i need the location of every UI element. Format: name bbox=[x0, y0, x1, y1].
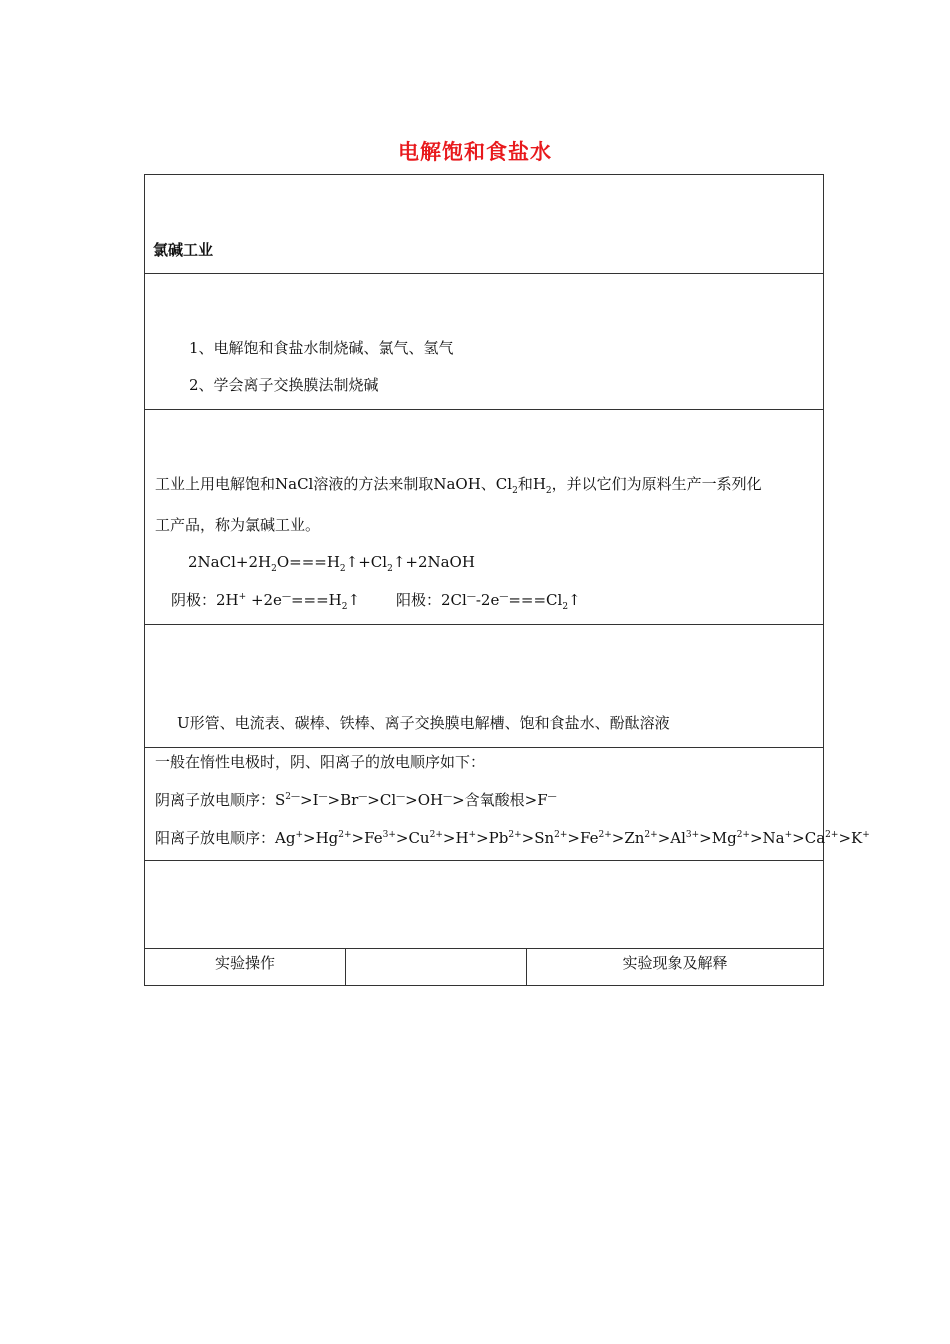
text-run: O===H bbox=[276, 553, 340, 571]
ion-symbol: >H bbox=[442, 829, 469, 847]
ion-charge: 2+ bbox=[554, 830, 568, 840]
ion-symbol: >K bbox=[838, 829, 863, 847]
objective-item: 1、电解饱和食盐水制烧碱、氯气、氢气 bbox=[189, 339, 454, 357]
anion-label: 阴离子放电顺序： bbox=[155, 791, 276, 809]
text-run: 2NaCl+2H bbox=[188, 553, 272, 571]
ion-charge: + bbox=[468, 830, 477, 840]
ion-symbol: >Ca bbox=[792, 829, 826, 847]
section-heading: 氯碱工业 bbox=[153, 241, 214, 259]
ion-charge: 2+ bbox=[598, 830, 612, 840]
subscript: 2 bbox=[562, 602, 569, 612]
ion-charge: 2+ bbox=[825, 830, 839, 840]
header-phenomenon-explanation: 实验现象及解释 bbox=[622, 954, 728, 972]
ion-symbol: >OH bbox=[405, 791, 444, 809]
ion-symbol: >Fe bbox=[351, 829, 383, 847]
cation-order bbox=[155, 828, 870, 848]
ion-symbol: >Br bbox=[327, 791, 359, 809]
text-run: +2e bbox=[246, 591, 282, 609]
ion-symbol: >Hg bbox=[303, 829, 339, 847]
ion-charge: 2— bbox=[285, 792, 301, 802]
text-run: ===Cl bbox=[508, 591, 563, 609]
text-run: ，并以它们为原料生产一系列化 bbox=[551, 475, 762, 493]
worksheet-table bbox=[144, 174, 870, 986]
ion-symbol: >Sn bbox=[521, 829, 555, 847]
text-run: 工业上用电解饱和NaCl溶液的方法来制取NaOH、Cl bbox=[155, 475, 513, 493]
cation-label: 阳离子放电顺序： bbox=[155, 829, 276, 847]
cathode-equation bbox=[171, 590, 360, 610]
subscript: 2 bbox=[512, 486, 518, 496]
reaction-equation bbox=[188, 552, 475, 572]
ion-charge: + bbox=[295, 830, 303, 840]
subscript: 2 bbox=[387, 564, 393, 574]
ion-charge: + bbox=[862, 830, 870, 840]
principle-paragraph bbox=[155, 474, 762, 494]
ion-charge: 2+ bbox=[508, 830, 522, 840]
ion-charge: 2+ bbox=[644, 830, 658, 840]
subscript: 2 bbox=[341, 602, 348, 612]
row-divider bbox=[145, 747, 823, 748]
discharge-intro: 一般在惰性电极时，阴、阳离子的放电顺序如下： bbox=[155, 753, 486, 771]
apparatus-list: U形管、电流表、碳棒、铁棒、离子交换膜电解槽、饱和食盐水、酚酞溶液 bbox=[177, 714, 670, 732]
ion-charge: 2+ bbox=[429, 830, 443, 840]
arrow-up: ↑ bbox=[347, 591, 361, 609]
superscript: — bbox=[466, 592, 476, 602]
principle-paragraph-line2: 工产品，称为氯碱工业。 bbox=[155, 516, 321, 534]
ion-charge: — bbox=[358, 792, 368, 802]
ion-charge: — bbox=[318, 792, 328, 802]
header-experiment-operation: 实验操作 bbox=[214, 954, 275, 972]
ion-charge: 2+ bbox=[736, 830, 750, 840]
ion-charge: — bbox=[547, 792, 557, 802]
subscript: 2 bbox=[271, 564, 277, 574]
row-divider bbox=[145, 860, 823, 861]
text-run: 阳极：2Cl bbox=[396, 591, 467, 609]
text-run: ↑+Cl bbox=[345, 553, 388, 571]
ion-symbol: Ag bbox=[275, 829, 296, 847]
text-run: -2e bbox=[475, 591, 500, 609]
objective-item: 2、学会离子交换膜法制烧碱 bbox=[189, 376, 379, 394]
ion-symbol: >Fe bbox=[567, 829, 599, 847]
row-divider bbox=[145, 409, 823, 410]
text-run: 阴极：2H bbox=[171, 591, 239, 609]
anion-list bbox=[275, 791, 557, 809]
subscript: 2 bbox=[339, 564, 346, 574]
ion-charge: — bbox=[443, 792, 453, 802]
ion-symbol: >Al bbox=[657, 829, 686, 847]
cation-list bbox=[275, 829, 870, 847]
ion-symbol: >Zn bbox=[611, 829, 645, 847]
anion-order bbox=[155, 790, 557, 810]
superscript: + bbox=[238, 592, 247, 602]
superscript: — bbox=[499, 592, 509, 602]
ion-symbol: S bbox=[275, 791, 286, 809]
text-run: ↑+2NaOH bbox=[392, 553, 475, 571]
ion-charge: 3+ bbox=[382, 830, 396, 840]
ion-symbol: >I bbox=[300, 791, 319, 809]
row-divider bbox=[145, 624, 823, 625]
ion-charge: + bbox=[784, 830, 793, 840]
text-run: ===H bbox=[290, 591, 342, 609]
col-divider bbox=[345, 948, 346, 986]
superscript: — bbox=[281, 592, 291, 602]
ion-symbol: >Cl bbox=[367, 791, 397, 809]
ion-charge: 3+ bbox=[685, 830, 700, 840]
page-title: 电解饱和食盐水 bbox=[398, 140, 552, 164]
anode-equation bbox=[396, 590, 581, 610]
ion-symbol: >含氧酸根>F bbox=[452, 791, 548, 809]
ion-symbol: >Cu bbox=[395, 829, 430, 847]
ion-symbol: >Pb bbox=[476, 829, 509, 847]
arrow-up: ↑ bbox=[568, 591, 581, 609]
row-divider bbox=[145, 948, 823, 949]
text-run: 和H bbox=[517, 475, 546, 493]
ion-symbol: >Na bbox=[749, 829, 785, 847]
row-divider bbox=[145, 273, 823, 274]
ion-charge: — bbox=[396, 792, 406, 802]
ion-symbol: >Mg bbox=[699, 829, 737, 847]
subscript: 2 bbox=[545, 486, 552, 496]
ion-charge: 2+ bbox=[338, 830, 352, 840]
